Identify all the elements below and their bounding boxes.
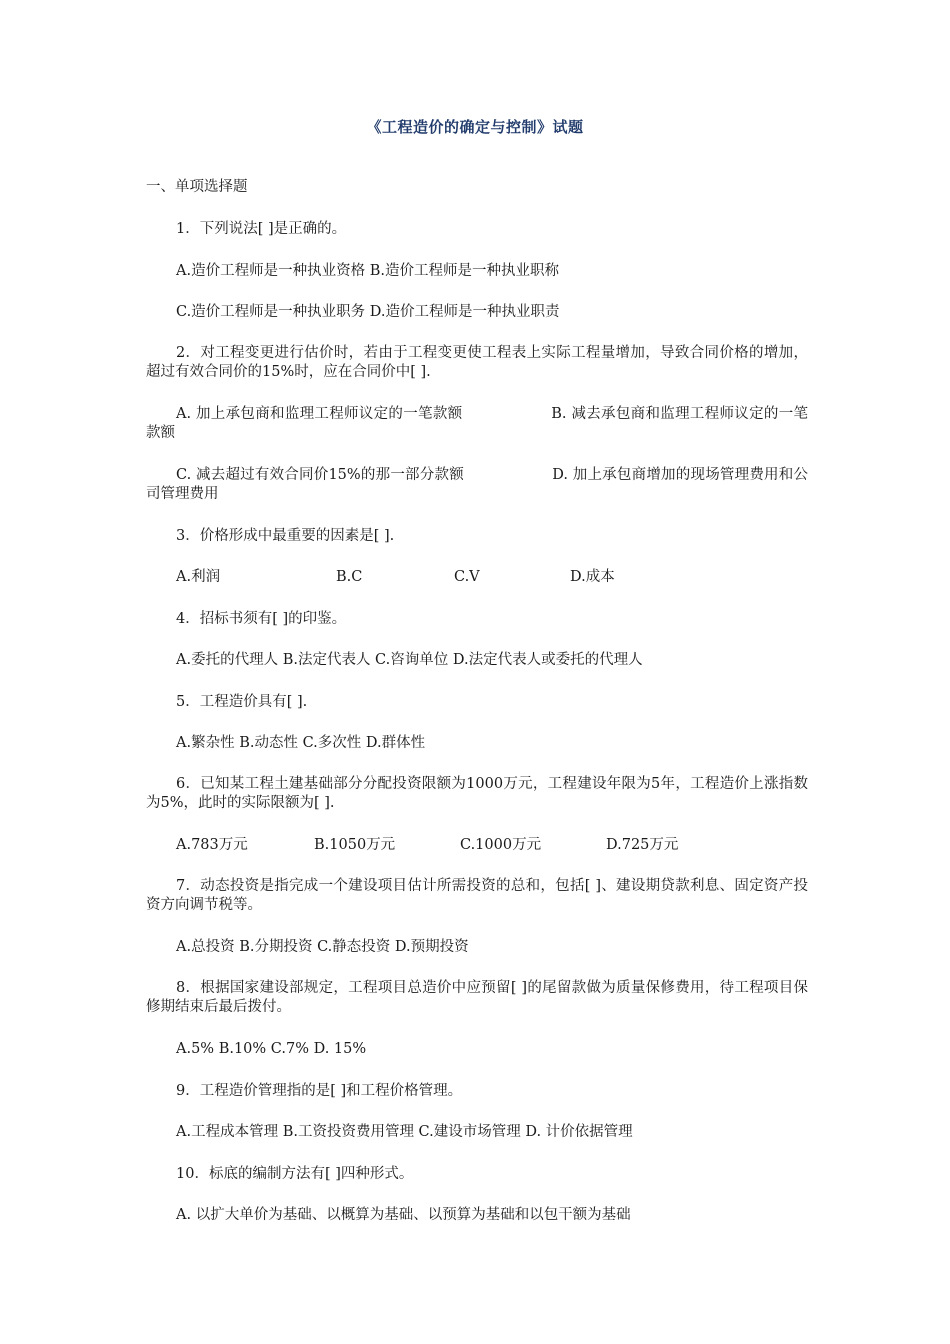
- question-1-options-cd: C.造价工程师是一种执业职务 D.造价工程师是一种执业职责: [176, 304, 560, 320]
- question-7-stem: 7．动态投资是指完成一个建设项目估计所需投资的总和，包括[ ]、建设期贷款利息、固定资产投资方向调节税等。: [146, 878, 808, 913]
- option-b: B.1050万元: [314, 837, 396, 853]
- question-9-options: A.工程成本管理 B.工资投资费用管理 C.建设市场管理 D. 计价依据管理: [176, 1124, 633, 1140]
- question-10-stem: 10．标底的编制方法有[ ]四种形式。: [176, 1166, 414, 1182]
- option-a: A.利润: [176, 569, 221, 585]
- question-1-options-ab: A.造价工程师是一种执业资格 B.造价工程师是一种执业职称: [176, 263, 559, 279]
- question-2-options-cd: C. 减去超过有效合同价15%的那一部分款额 D. 加上承包商增加的现场管理费用和公司管理费用: [146, 467, 808, 502]
- option-a: A.783万元: [176, 837, 248, 853]
- question-5-stem: 5．工程造价具有[ ].: [176, 694, 308, 710]
- option-d: D.725万元: [606, 837, 679, 853]
- question-8-stem: 8．根据国家建设部规定，工程项目总造价中应预留[ ]的尾留款做为质量保修费用，待工程项目保修期结束后最后拨付。: [146, 980, 808, 1015]
- page-title: 《工程造价的确定与控制》试题: [366, 118, 584, 136]
- question-4-stem: 4．招标书须有[ ]的印鉴。: [176, 611, 347, 627]
- question-8-options: A.5% B.10% C.7% D. 15%: [176, 1041, 367, 1057]
- question-1-stem: 1．下列说法[ ]是正确的。: [176, 221, 347, 237]
- question-6-stem: 6．已知某工程土建基础部分分配投资限额为1000万元，工程建设年限为5年，工程造价上涨指数为5%，此时的实际限额为[ ].: [146, 776, 808, 811]
- question-10-option-a: A. 以扩大单价为基础、以概算为基础、以预算为基础和以包干额为基础: [176, 1207, 631, 1223]
- question-4-options: A.委托的代理人 B.法定代表人 C.咨询单位 D.法定代表人或委托的代理人: [176, 652, 643, 668]
- option-c: C.V: [454, 569, 480, 585]
- section-heading: 一、单项选择题: [146, 179, 248, 195]
- question-5-options: A.繁杂性 B.动态性 C.多次性 D.群体性: [176, 735, 426, 751]
- question-7-options: A.总投资 B.分期投资 C.静态投资 D.预期投资: [176, 939, 469, 955]
- option-b: B.C: [336, 569, 363, 585]
- option-c: C.1000万元: [460, 837, 542, 853]
- option-d: D.成本: [570, 569, 615, 585]
- question-2-stem: 2．对工程变更进行估价时，若由于工程变更使工程表上实际工程量增加，导致合同价格的增加，超过有效合同价的15%时，应在合同价中[ ].: [146, 345, 808, 380]
- question-2-options-ab: A. 加上承包商和监理工程师议定的一笔款额 B. 减去承包商和监理工程师议定的一笔款额: [146, 406, 808, 441]
- question-9-stem: 9．工程造价管理指的是[ ]和工程价格管理。: [176, 1083, 463, 1099]
- question-3-stem: 3．价格形成中最重要的因素是[ ].: [176, 528, 395, 544]
